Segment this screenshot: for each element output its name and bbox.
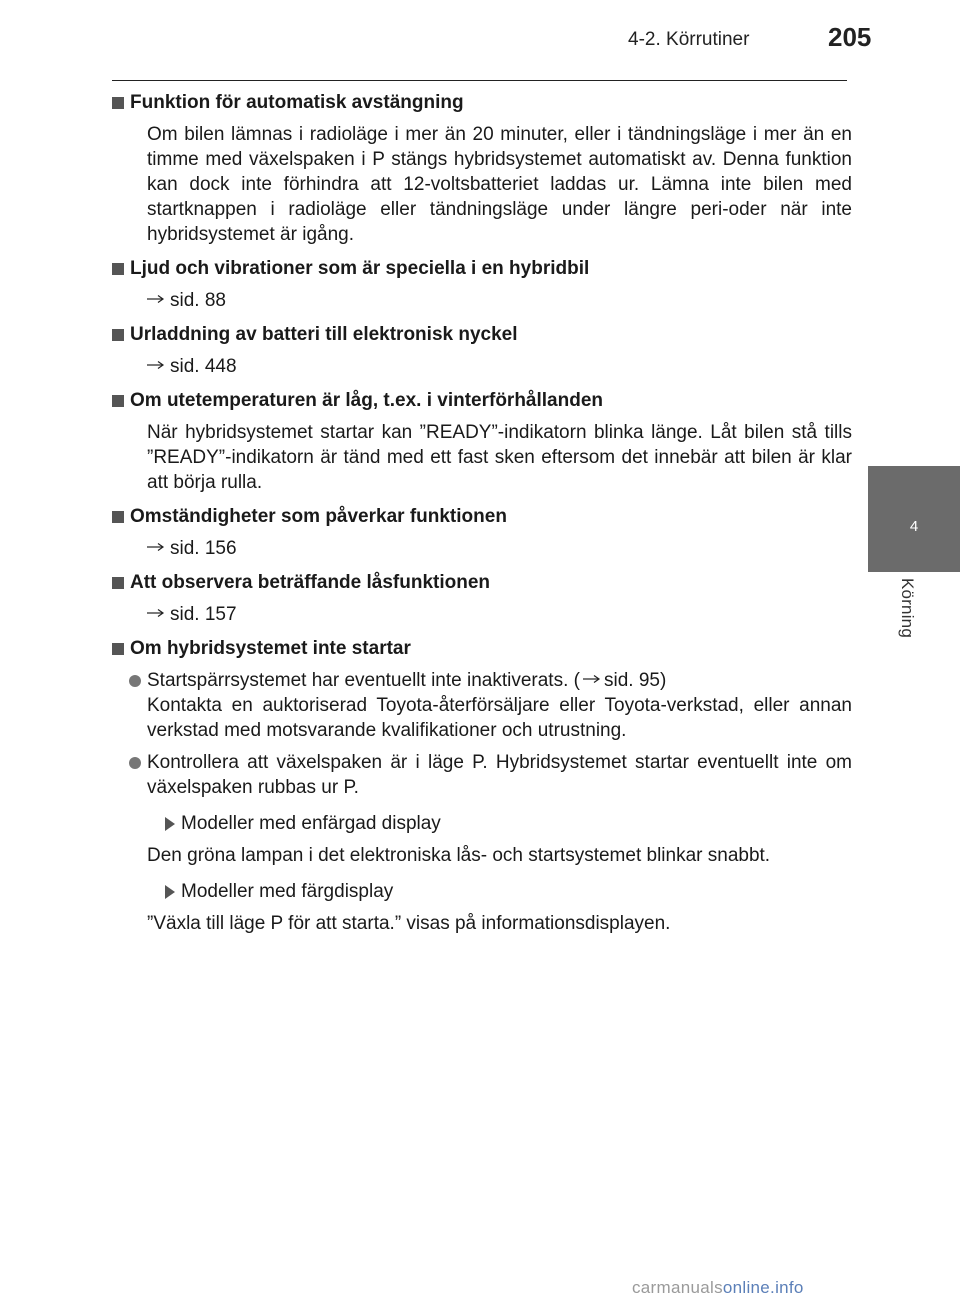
watermark[interactable]: carmanualsonline.info <box>632 1278 804 1297</box>
paragraph: När hybridsystemet startar kan ”READY”-indikatorn blinka länge. Låt bilen stå tills ”READY”-indikatorn är tänd med ett fast sken eftersom det innebär att bilen är klar att börja rulla. <box>147 422 852 493</box>
square-bullet-icon <box>112 395 124 407</box>
section-heading: Omständigheter som påverkar funktionen <box>112 504 852 529</box>
section-heading: Om hybridsystemet inte startar <box>112 636 852 661</box>
arrow-right-icon <box>147 360 165 370</box>
square-bullet-icon <box>112 577 124 589</box>
square-bullet-icon <box>112 97 124 109</box>
page-reference[interactable]: sid. 157 <box>147 602 852 627</box>
section-heading: Att observera beträffande låsfunktionen <box>112 570 852 595</box>
square-bullet-icon <box>112 329 124 341</box>
chapter-tab[interactable] <box>868 466 960 572</box>
page-reference[interactable]: sid. 95) <box>603 670 667 691</box>
sub-heading: Modeller med färgdisplay <box>163 879 852 904</box>
chapter-label: Körning <box>898 578 917 638</box>
sub-heading: Modeller med enfärgad display <box>163 811 852 836</box>
paragraph: Om bilen lämnas i radioläge i mer än 20 minuter, eller i tändningsläge i mer än en timme med växelspaken i P stängs hybridsystemet automatiskt av. Denna funktion kan dock inte förhindra att 12-voltsbatteriet laddas ur. Lämna inte bilen med startknappen i radioläge eller tändningsläge under längre peri-oder när inte hybridsystemet är igång. <box>147 124 852 245</box>
page-reference[interactable]: sid. 88 <box>147 288 852 313</box>
page-number: 205 <box>828 22 872 52</box>
square-bullet-icon <box>112 263 124 275</box>
arrow-right-icon <box>147 542 165 552</box>
round-bullet-icon <box>129 757 141 769</box>
chapter-number: 4 <box>909 518 919 535</box>
arrow-right-icon <box>147 608 165 618</box>
square-bullet-icon <box>112 511 124 523</box>
list-item: Startspärrsystemet har eventuellt inte inaktiverats. ( sid. 95) Kontakta en auktoriserad Toyota-återförsäljare eller Toyota-verkstad, eller annan verkstad med motsvarande kvalifikationer och utrustning. <box>112 668 852 743</box>
paragraph: ”Växla till läge P för att starta.” visas på informationsdisplayen. <box>147 913 671 934</box>
triangle-bullet-icon <box>165 885 175 899</box>
section-heading: Ljud och vibrationer som är speciella i en hybridbil <box>112 256 852 281</box>
section-heading: Urladdning av batteri till elektronisk nyckel <box>112 322 852 347</box>
round-bullet-icon <box>129 675 141 687</box>
arrow-right-icon <box>147 294 165 304</box>
list-item: Kontrollera att växelspaken är i läge P. Hybridsystemet startar eventuellt inte om växelspaken rubbas ur P. <box>112 750 852 800</box>
header-divider <box>112 80 847 81</box>
square-bullet-icon <box>112 643 124 655</box>
page-content <box>112 90 852 943</box>
page-reference[interactable]: sid. 156 <box>147 536 852 561</box>
paragraph: Den gröna lampan i det elektroniska lås- och startsystemet blinkar snabbt. <box>147 845 771 866</box>
section-heading: Funktion för automatisk avstängning <box>112 90 852 115</box>
section-title: 4-2. Körrutiner <box>628 29 750 50</box>
page-reference[interactable]: sid. 448 <box>147 354 852 379</box>
arrow-right-icon <box>583 666 601 691</box>
triangle-bullet-icon <box>165 817 175 831</box>
section-heading: Om utetemperaturen är låg, t.ex. i vinterförhållanden <box>112 388 852 413</box>
